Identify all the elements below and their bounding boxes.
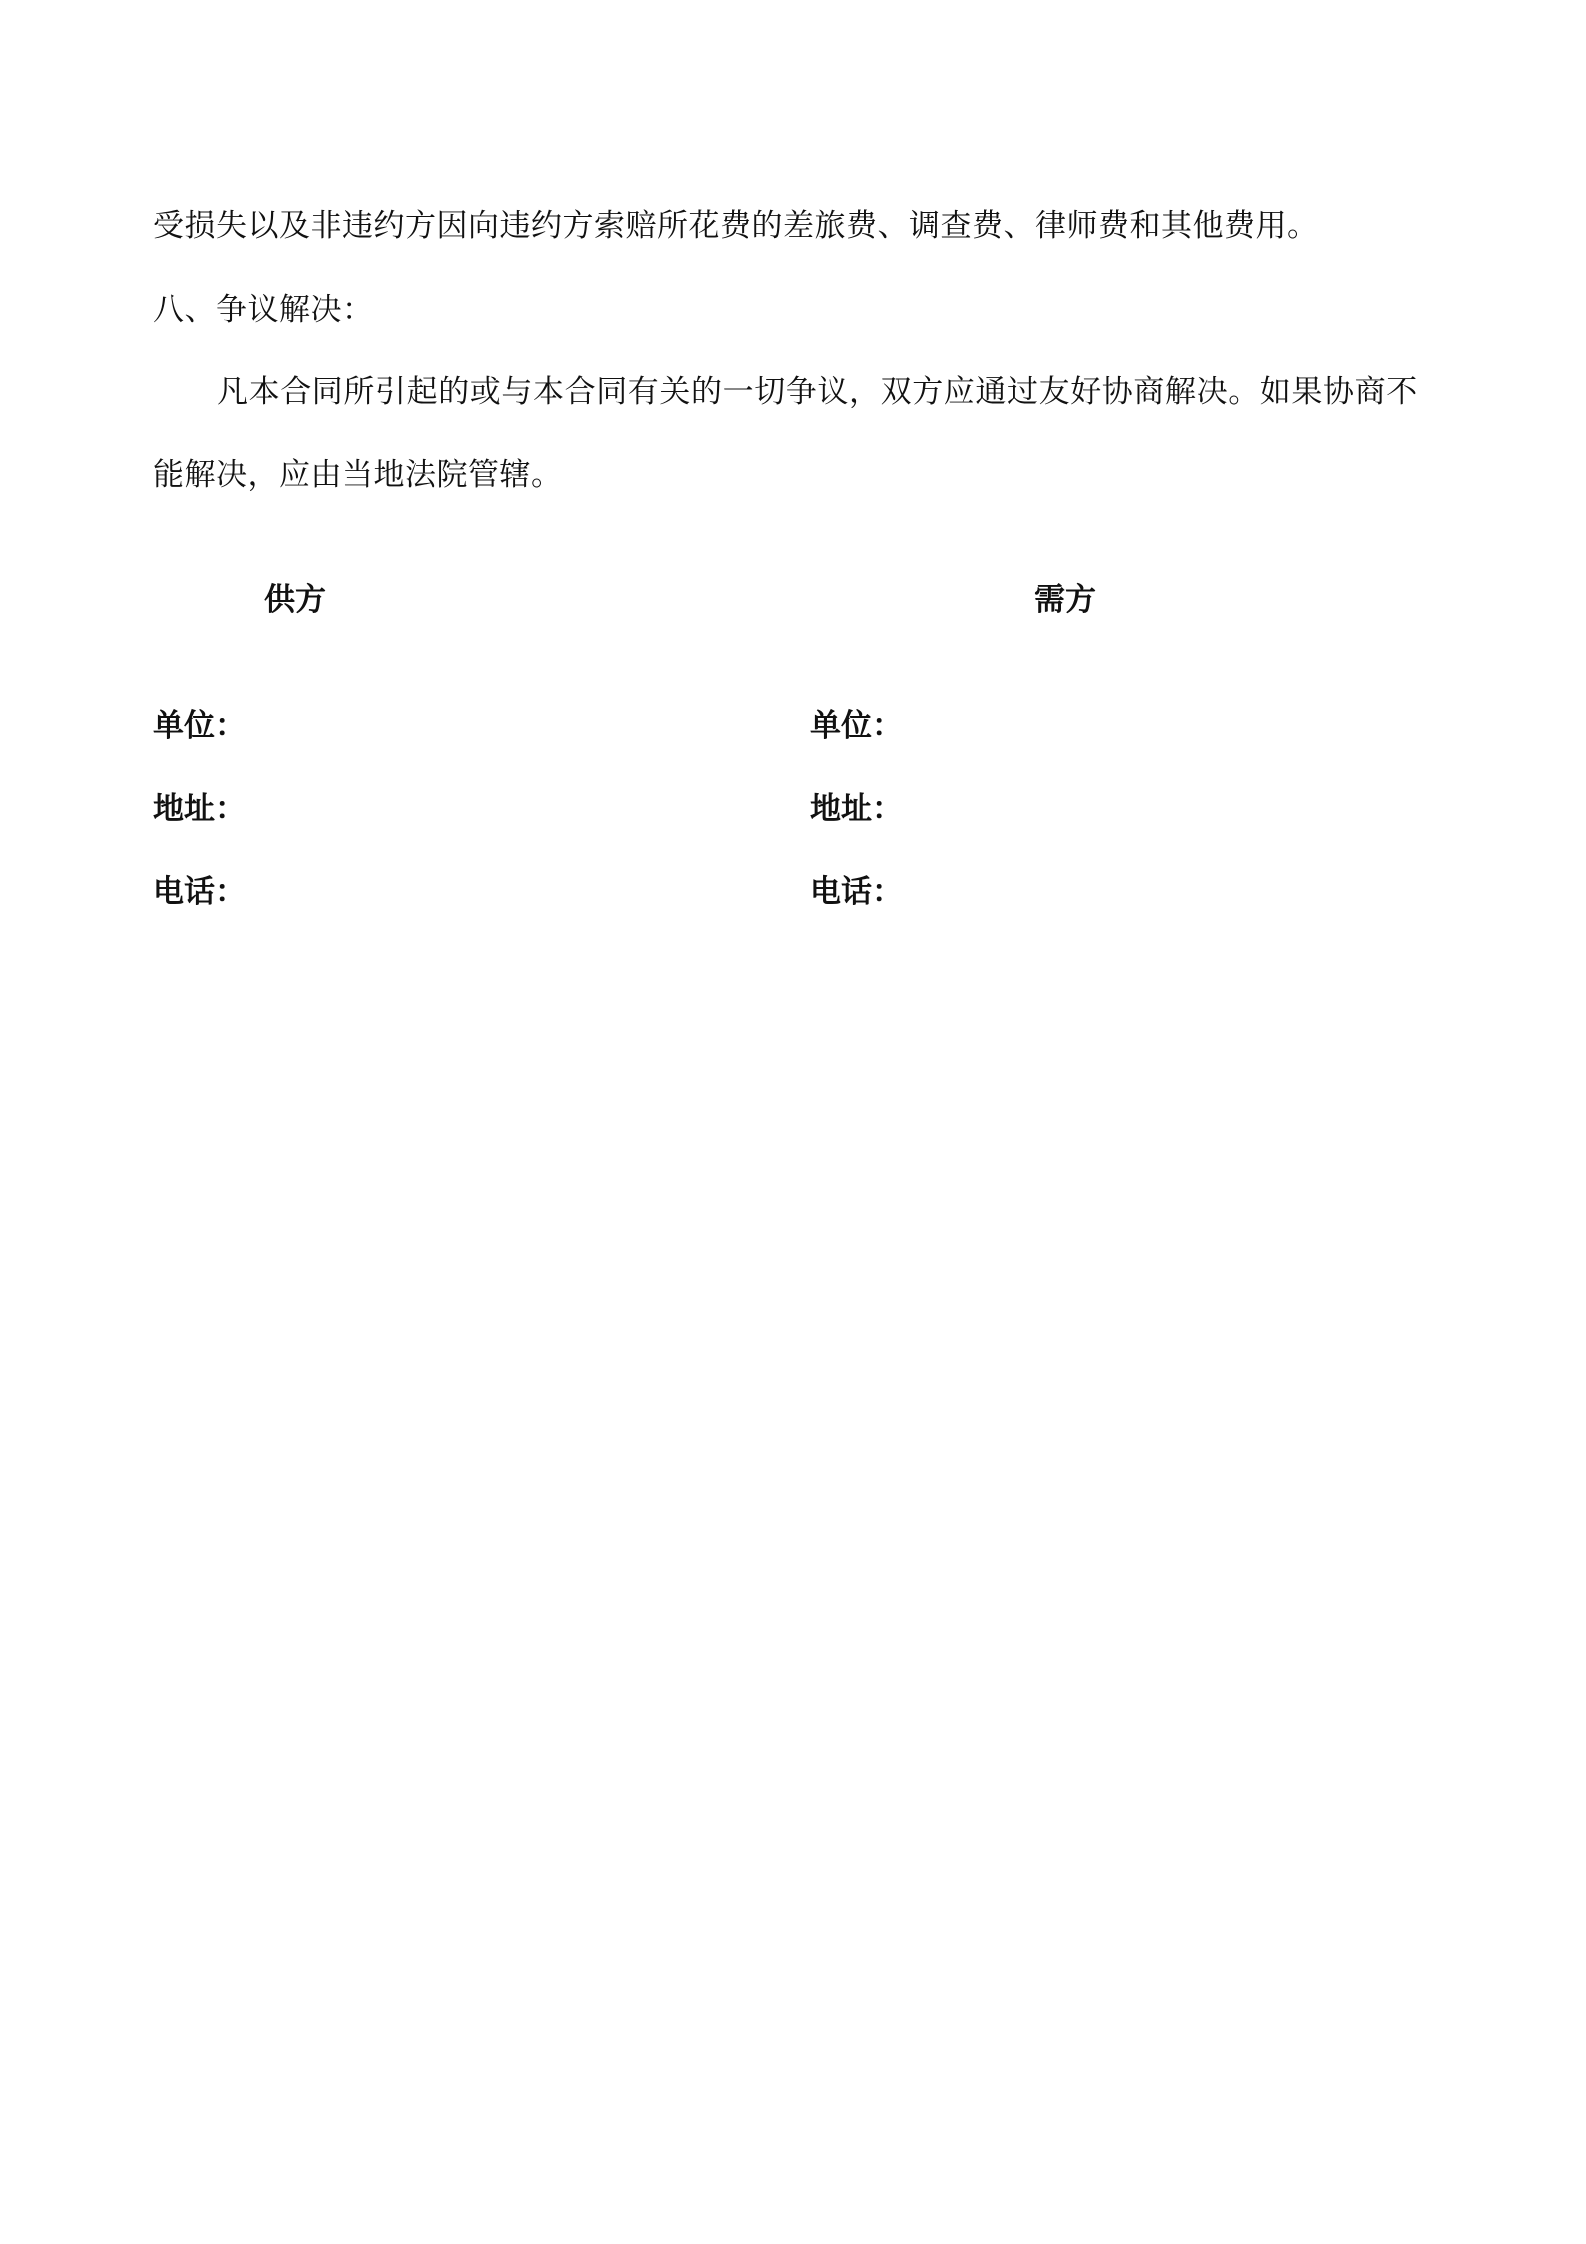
- buyer-title: 需方: [1034, 582, 1096, 618]
- buyer-phone-label: 电话：: [810, 874, 903, 910]
- supplier-title: 供方: [264, 582, 326, 618]
- buyer-unit-label: 单位：: [810, 708, 903, 744]
- supplier-phone-label: 电话：: [153, 874, 246, 910]
- continuation-text: 受损失以及非违约方因向违约方索赔所花费的差旅费、调查费、律师费和其他费用。: [153, 208, 1319, 244]
- dispute-paragraph-line-1: 凡本合同所引起的或与本合同有关的一切争议，双方应通过友好协商解决。如果协商不: [217, 374, 1418, 410]
- section-heading-dispute-resolution: 八、争议解决：: [153, 292, 374, 328]
- dispute-paragraph-line-2: 能解决，应由当地法院管辖。: [153, 457, 563, 493]
- supplier-address-label: 地址：: [153, 791, 246, 827]
- supplier-unit-label: 单位：: [153, 708, 246, 744]
- buyer-address-label: 地址：: [810, 791, 903, 827]
